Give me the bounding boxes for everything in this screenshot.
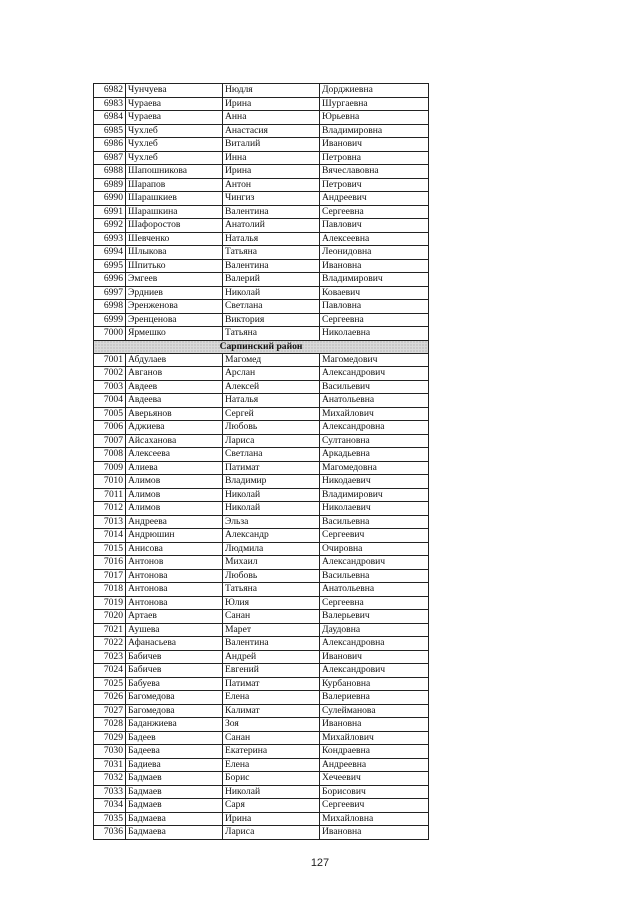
- first-name-cell: Елена: [223, 691, 320, 705]
- patronymic-cell: Сулейманова: [320, 704, 429, 718]
- number-cell: 7014: [94, 529, 126, 543]
- number-cell: 7007: [94, 434, 126, 448]
- number-cell: 7005: [94, 407, 126, 421]
- surname-cell: Бадмаева: [126, 812, 223, 826]
- table-row: [94, 151, 429, 165]
- first-name-cell: Юлия: [223, 596, 320, 610]
- first-name-cell: Валентина: [223, 205, 320, 219]
- surname-cell: Шпитько: [126, 259, 223, 273]
- number-cell: 7013: [94, 515, 126, 529]
- table-row: [94, 434, 429, 448]
- patronymic-cell: Вячеславовна: [320, 165, 429, 179]
- first-name-cell: Виталий: [223, 138, 320, 152]
- table-row: [94, 394, 429, 408]
- patronymic-cell: Коваевич: [320, 286, 429, 300]
- first-name-cell: Валентина: [223, 259, 320, 273]
- patronymic-cell: Павлович: [320, 219, 429, 233]
- surname-cell: Бадеев: [126, 731, 223, 745]
- number-cell: 7033: [94, 785, 126, 799]
- patronymic-cell: Сергеевна: [320, 313, 429, 327]
- number-cell: 6982: [94, 84, 126, 98]
- surname-cell: Чураева: [126, 97, 223, 111]
- patronymic-cell: Анатольевна: [320, 583, 429, 597]
- surname-cell: Чухлеб: [126, 151, 223, 165]
- patronymic-cell: Николаевна: [320, 327, 429, 341]
- patronymic-cell: Анатольевна: [320, 394, 429, 408]
- surname-cell: Андрюшин: [126, 529, 223, 543]
- number-cell: 7030: [94, 745, 126, 759]
- first-name-cell: Наталья: [223, 232, 320, 246]
- number-cell: 6991: [94, 205, 126, 219]
- number-cell: 7026: [94, 691, 126, 705]
- table-row: [94, 327, 429, 341]
- surname-cell: Алимов: [126, 502, 223, 516]
- patronymic-cell: Владимировна: [320, 124, 429, 138]
- number-cell: 6990: [94, 192, 126, 206]
- number-cell: 7036: [94, 826, 126, 840]
- first-name-cell: Лариса: [223, 434, 320, 448]
- surname-cell: Аджиева: [126, 421, 223, 435]
- patronymic-cell: Владимирович: [320, 488, 429, 502]
- number-cell: 7008: [94, 448, 126, 462]
- first-name-cell: Калимат: [223, 704, 320, 718]
- patronymic-cell: Сергеевич: [320, 529, 429, 543]
- patronymic-cell: Александрович: [320, 556, 429, 570]
- first-name-cell: Валентина: [223, 637, 320, 651]
- patronymic-cell: Никодаевич: [320, 475, 429, 489]
- table-row: [94, 596, 429, 610]
- table-row: [94, 300, 429, 314]
- first-name-cell: Санан: [223, 731, 320, 745]
- table-row: [94, 623, 429, 637]
- table-row: [94, 178, 429, 192]
- table-row: [94, 192, 429, 206]
- table-row: [94, 515, 429, 529]
- number-cell: 6995: [94, 259, 126, 273]
- table-row: [94, 232, 429, 246]
- first-name-cell: Антон: [223, 178, 320, 192]
- surname-cell: Шапошникова: [126, 165, 223, 179]
- first-name-cell: Ирина: [223, 165, 320, 179]
- first-name-cell: Татьяна: [223, 327, 320, 341]
- patronymic-cell: Леонидовна: [320, 246, 429, 260]
- number-cell: 6983: [94, 97, 126, 111]
- first-name-cell: Евгений: [223, 664, 320, 678]
- number-cell: 7015: [94, 542, 126, 556]
- surname-cell: Бабуева: [126, 677, 223, 691]
- table-row: [94, 367, 429, 381]
- surname-cell: Бадмаев: [126, 772, 223, 786]
- first-name-cell: Владимир: [223, 475, 320, 489]
- patronymic-cell: Очировна: [320, 542, 429, 556]
- table-row: [94, 745, 429, 759]
- surname-cell: Чунчуева: [126, 84, 223, 98]
- patronymic-cell: Шургаевна: [320, 97, 429, 111]
- patronymic-cell: Ивановна: [320, 718, 429, 732]
- first-name-cell: Сергей: [223, 407, 320, 421]
- surname-cell: Аверьянов: [126, 407, 223, 421]
- number-cell: 7022: [94, 637, 126, 651]
- patronymic-cell: Кондраевна: [320, 745, 429, 759]
- table-row: [94, 718, 429, 732]
- patronymic-cell: Ивановна: [320, 259, 429, 273]
- surname-cell: Алиева: [126, 461, 223, 475]
- number-cell: 6986: [94, 138, 126, 152]
- number-cell: 7031: [94, 758, 126, 772]
- number-cell: 6992: [94, 219, 126, 233]
- roster-section-top: [94, 84, 429, 341]
- table-row: [94, 664, 429, 678]
- surname-cell: Шевченко: [126, 232, 223, 246]
- surname-cell: Баданжиева: [126, 718, 223, 732]
- table-row: [94, 691, 429, 705]
- patronymic-cell: Аркадьевна: [320, 448, 429, 462]
- patronymic-cell: Андреевич: [320, 192, 429, 206]
- surname-cell: Андреева: [126, 515, 223, 529]
- number-cell: 7009: [94, 461, 126, 475]
- first-name-cell: Инна: [223, 151, 320, 165]
- number-cell: 7021: [94, 623, 126, 637]
- table-row: [94, 542, 429, 556]
- first-name-cell: Татьяна: [223, 583, 320, 597]
- surname-cell: Шарапов: [126, 178, 223, 192]
- table-row: [94, 84, 429, 98]
- surname-cell: Эренженова: [126, 300, 223, 314]
- number-cell: 7023: [94, 650, 126, 664]
- table-row: [94, 569, 429, 583]
- first-name-cell: Анатолий: [223, 219, 320, 233]
- first-name-cell: Марет: [223, 623, 320, 637]
- table-row: [94, 448, 429, 462]
- first-name-cell: Ирина: [223, 812, 320, 826]
- patronymic-cell: Владимирович: [320, 273, 429, 287]
- patronymic-cell: Михайлович: [320, 731, 429, 745]
- number-cell: 7004: [94, 394, 126, 408]
- table-row: [94, 461, 429, 475]
- number-cell: 6989: [94, 178, 126, 192]
- surname-cell: Антонова: [126, 583, 223, 597]
- first-name-cell: Саря: [223, 799, 320, 813]
- table-row: [94, 502, 429, 516]
- patronymic-cell: Николаевич: [320, 502, 429, 516]
- first-name-cell: Ирина: [223, 97, 320, 111]
- number-cell: 6998: [94, 300, 126, 314]
- table-row: [94, 556, 429, 570]
- first-name-cell: Алексей: [223, 380, 320, 394]
- table-row: [94, 475, 429, 489]
- number-cell: 6999: [94, 313, 126, 327]
- patronymic-cell: Хечеевич: [320, 772, 429, 786]
- surname-cell: Аушева: [126, 623, 223, 637]
- surname-cell: Эренценова: [126, 313, 223, 327]
- number-cell: 7035: [94, 812, 126, 826]
- patronymic-cell: Сергеевна: [320, 596, 429, 610]
- surname-cell: Бадмаева: [126, 826, 223, 840]
- number-cell: 6993: [94, 232, 126, 246]
- patronymic-cell: Юрьевна: [320, 111, 429, 125]
- surname-cell: Афанасьева: [126, 637, 223, 651]
- table-row: [94, 97, 429, 111]
- surname-cell: Алексеева: [126, 448, 223, 462]
- surname-cell: Шарашкиев: [126, 192, 223, 206]
- first-name-cell: Михаил: [223, 556, 320, 570]
- number-cell: 7012: [94, 502, 126, 516]
- table-row: [94, 313, 429, 327]
- first-name-cell: Зоя: [223, 718, 320, 732]
- first-name-cell: Екатерина: [223, 745, 320, 759]
- first-name-cell: Николай: [223, 785, 320, 799]
- surname-cell: Айсаханова: [126, 434, 223, 448]
- number-cell: 7006: [94, 421, 126, 435]
- surname-cell: Авганов: [126, 367, 223, 381]
- patronymic-cell: Александровна: [320, 637, 429, 651]
- surname-cell: Чухлеб: [126, 124, 223, 138]
- first-name-cell: Татьяна: [223, 246, 320, 260]
- first-name-cell: Любовь: [223, 421, 320, 435]
- number-cell: 7010: [94, 475, 126, 489]
- table-row: [94, 677, 429, 691]
- patronymic-cell: Алексеевна: [320, 232, 429, 246]
- first-name-cell: Светлана: [223, 300, 320, 314]
- number-cell: 6984: [94, 111, 126, 125]
- table-row: [94, 785, 429, 799]
- surname-cell: Багомедова: [126, 704, 223, 718]
- first-name-cell: Магомед: [223, 353, 320, 367]
- patronymic-cell: Михайловна: [320, 812, 429, 826]
- surname-cell: Алимов: [126, 475, 223, 489]
- number-cell: 7002: [94, 367, 126, 381]
- surname-cell: Бабичев: [126, 664, 223, 678]
- table-row: [94, 772, 429, 786]
- number-cell: 7016: [94, 556, 126, 570]
- patronymic-cell: Магомедович: [320, 353, 429, 367]
- surname-cell: Бадиева: [126, 758, 223, 772]
- first-name-cell: Анна: [223, 111, 320, 125]
- table-row: [94, 165, 429, 179]
- number-cell: 6985: [94, 124, 126, 138]
- first-name-cell: Николай: [223, 502, 320, 516]
- table-row: [94, 205, 429, 219]
- number-cell: 7017: [94, 569, 126, 583]
- roster-table: [93, 83, 429, 840]
- surname-cell: Эмгеев: [126, 273, 223, 287]
- table-row: [94, 758, 429, 772]
- table-row: [94, 583, 429, 597]
- surname-cell: Антонова: [126, 596, 223, 610]
- first-name-cell: Санан: [223, 610, 320, 624]
- surname-cell: Шарашкина: [126, 205, 223, 219]
- first-name-cell: Патимат: [223, 461, 320, 475]
- number-cell: 7018: [94, 583, 126, 597]
- patronymic-cell: Ивановна: [320, 826, 429, 840]
- first-name-cell: Нюдля: [223, 84, 320, 98]
- table-row: [94, 704, 429, 718]
- table-row: [94, 637, 429, 651]
- table-row: [94, 246, 429, 260]
- surname-cell: Антонов: [126, 556, 223, 570]
- patronymic-cell: Андреевна: [320, 758, 429, 772]
- first-name-cell: Лариса: [223, 826, 320, 840]
- first-name-cell: Николай: [223, 286, 320, 300]
- number-cell: 7000: [94, 327, 126, 341]
- first-name-cell: Елена: [223, 758, 320, 772]
- number-cell: 6987: [94, 151, 126, 165]
- table-row: [94, 488, 429, 502]
- number-cell: 7019: [94, 596, 126, 610]
- surname-cell: Чураева: [126, 111, 223, 125]
- table-row: [94, 273, 429, 287]
- table-row: [94, 286, 429, 300]
- table-row: [94, 421, 429, 435]
- first-name-cell: Виктория: [223, 313, 320, 327]
- number-cell: 6997: [94, 286, 126, 300]
- first-name-cell: Чингиз: [223, 192, 320, 206]
- patronymic-cell: Иванович: [320, 138, 429, 152]
- first-name-cell: Александр: [223, 529, 320, 543]
- table-row: [94, 353, 429, 367]
- table-row: [94, 407, 429, 421]
- first-name-cell: Светлана: [223, 448, 320, 462]
- surname-cell: Ярмешко: [126, 327, 223, 341]
- first-name-cell: Эльза: [223, 515, 320, 529]
- surname-cell: Бабичев: [126, 650, 223, 664]
- table-row: [94, 111, 429, 125]
- table-row: [94, 610, 429, 624]
- district-header: [94, 340, 429, 353]
- first-name-cell: Любовь: [223, 569, 320, 583]
- table-row: [94, 138, 429, 152]
- patronymic-cell: Валериевна: [320, 691, 429, 705]
- table-row: [94, 219, 429, 233]
- surname-cell: Абдулаев: [126, 353, 223, 367]
- patronymic-cell: Даудовна: [320, 623, 429, 637]
- patronymic-cell: Александровна: [320, 421, 429, 435]
- surname-cell: Бадмаев: [126, 799, 223, 813]
- surname-cell: Авдеева: [126, 394, 223, 408]
- number-cell: 7024: [94, 664, 126, 678]
- roster-section-bottom: [94, 353, 429, 839]
- first-name-cell: Арслан: [223, 367, 320, 381]
- number-cell: 7029: [94, 731, 126, 745]
- surname-cell: Эрдниев: [126, 286, 223, 300]
- patronymic-cell: Борисович: [320, 785, 429, 799]
- first-name-cell: Людмила: [223, 542, 320, 556]
- patronymic-cell: Васильевич: [320, 380, 429, 394]
- patronymic-cell: Дорджиевна: [320, 84, 429, 98]
- first-name-cell: Борис: [223, 772, 320, 786]
- surname-cell: Чухлеб: [126, 138, 223, 152]
- number-cell: 7003: [94, 380, 126, 394]
- patronymic-cell: Петровна: [320, 151, 429, 165]
- patronymic-cell: Магомедовна: [320, 461, 429, 475]
- patronymic-cell: Павловна: [320, 300, 429, 314]
- first-name-cell: Николай: [223, 488, 320, 502]
- first-name-cell: Наталья: [223, 394, 320, 408]
- section-header-row: [94, 340, 429, 353]
- surname-cell: Бадеева: [126, 745, 223, 759]
- table-row: [94, 259, 429, 273]
- table-row: [94, 124, 429, 138]
- patronymic-cell: Султановна: [320, 434, 429, 448]
- number-cell: 7027: [94, 704, 126, 718]
- surname-cell: Шлыкова: [126, 246, 223, 260]
- patronymic-cell: Иванович: [320, 650, 429, 664]
- surname-cell: Авдеев: [126, 380, 223, 394]
- number-cell: 7011: [94, 488, 126, 502]
- number-cell: 7001: [94, 353, 126, 367]
- patronymic-cell: Валерьевич: [320, 610, 429, 624]
- surname-cell: Багомедова: [126, 691, 223, 705]
- first-name-cell: Андрей: [223, 650, 320, 664]
- patronymic-cell: Александрович: [320, 367, 429, 381]
- surname-cell: Бадмаев: [126, 785, 223, 799]
- table-row: [94, 529, 429, 543]
- number-cell: 6996: [94, 273, 126, 287]
- section-title: Сарпинский район: [94, 340, 429, 353]
- patronymic-cell: Петрович: [320, 178, 429, 192]
- table-row: [94, 650, 429, 664]
- first-name-cell: Патимат: [223, 677, 320, 691]
- page-number: 127: [310, 857, 330, 869]
- patronymic-cell: Александрович: [320, 664, 429, 678]
- first-name-cell: Валерий: [223, 273, 320, 287]
- surname-cell: Антонова: [126, 569, 223, 583]
- table-row: [94, 826, 429, 840]
- first-name-cell: Анастасия: [223, 124, 320, 138]
- table-row: [94, 812, 429, 826]
- number-cell: 7020: [94, 610, 126, 624]
- number-cell: 7032: [94, 772, 126, 786]
- patronymic-cell: Сергеевна: [320, 205, 429, 219]
- patronymic-cell: Курбановна: [320, 677, 429, 691]
- number-cell: 7025: [94, 677, 126, 691]
- patronymic-cell: Васильевна: [320, 515, 429, 529]
- table-row: [94, 799, 429, 813]
- patronymic-cell: Михайлович: [320, 407, 429, 421]
- number-cell: 7028: [94, 718, 126, 732]
- number-cell: 6988: [94, 165, 126, 179]
- table-row: [94, 731, 429, 745]
- number-cell: 6994: [94, 246, 126, 260]
- surname-cell: Анисова: [126, 542, 223, 556]
- surname-cell: Шафоростов: [126, 219, 223, 233]
- table-row: [94, 380, 429, 394]
- surname-cell: Алимов: [126, 488, 223, 502]
- patronymic-cell: Васильевна: [320, 569, 429, 583]
- patronymic-cell: Сергеевич: [320, 799, 429, 813]
- surname-cell: Артаев: [126, 610, 223, 624]
- number-cell: 7034: [94, 799, 126, 813]
